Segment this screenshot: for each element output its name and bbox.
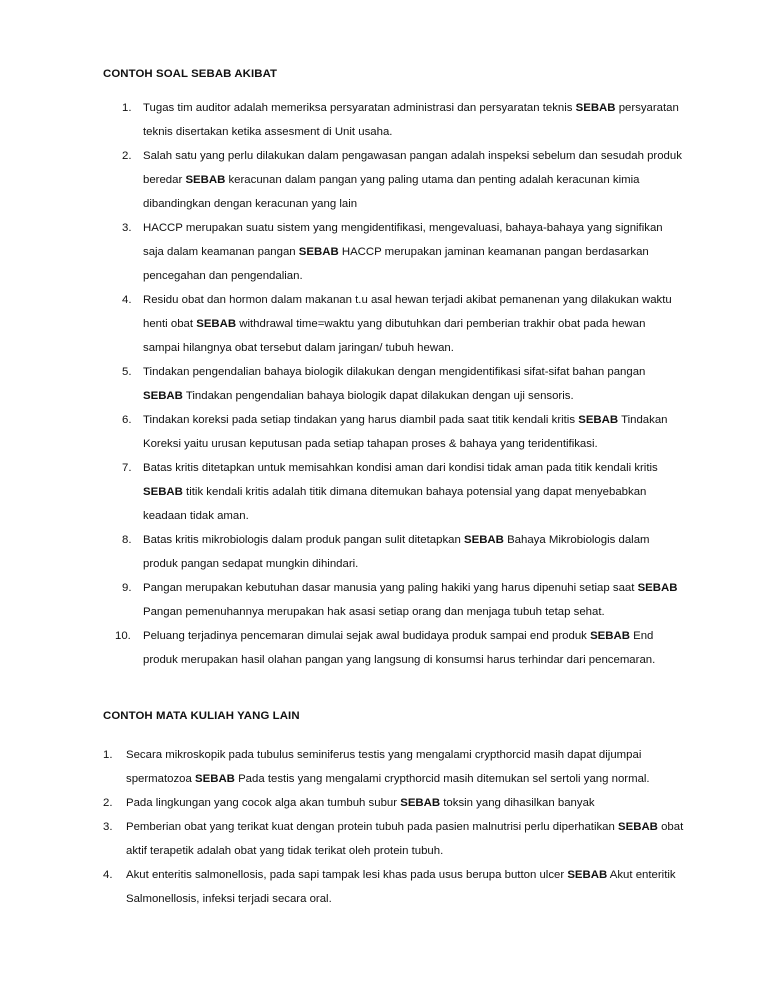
question-reason: withdrawal time=waktu yang dibutuhkan dari pemberian trakhir obat pada hewan sampai hilangnya obat tersebut dalam jaringan/ tubuh hewan. [143,318,646,354]
item-number: 3. [122,222,132,234]
item-number: 2. [103,797,113,809]
sebab-keyword: SEBAB [618,821,658,833]
question-reason: Pangan pemenuhannya merupakan hak asasi setiap orang dan menjaga tubuh tetap sehat. [143,606,605,618]
item-number: 4. [122,294,132,306]
item-number: 7. [122,462,132,474]
question-reason: keracunan dalam pangan yang paling utama dan penting adalah keracunan kimia dibandingkan dengan keracunan yang lain [143,174,640,210]
question-item [103,408,683,456]
question-statement: Tindakan koreksi pada setiap tindakan yang harus diambil pada saat titik kendali kritis [143,414,576,426]
question-item [103,791,693,815]
question-item [103,456,683,528]
question-reason: HACCP merupakan jaminan keamanan pangan berdasarkan pencegahan dan pengendalian. [143,246,649,282]
question-list-mata-kuliah [103,743,693,911]
sebab-keyword: SEBAB [590,630,630,642]
section-title-mata-kuliah: CONTOH MATA KULIAH YANG LAIN [103,710,300,722]
question-item [103,624,683,672]
sebab-keyword: SEBAB [185,174,226,186]
question-statement: Pada lingkungan yang cocok alga akan tumbuh subur [126,797,398,809]
question-item [103,216,683,288]
question-reason: Bahaya Mikrobiologis dalam produk pangan sedapat mungkin dihindari. [143,534,650,570]
sebab-keyword: SEBAB [400,797,441,809]
sebab-keyword: SEBAB [143,390,183,402]
question-reason: Tindakan Koreksi yaitu urusan keputusan pada setiap tahapan proses & bahaya yang teridentifikasi. [143,414,668,450]
sebab-keyword: SEBAB [196,318,237,330]
question-statement: Pangan merupakan kebutuhan dasar manusia yang paling hakiki yang harus dipenuhi setiap saat [143,582,635,594]
sebab-keyword: SEBAB [575,102,616,114]
question-statement: Batas kritis ditetapkan untuk memisahkan kondisi aman dari kondisi tidak aman pada titik kendali kritis [143,462,658,474]
question-item [103,815,693,863]
item-number: 4. [103,869,113,881]
question-statement: Peluang terjadinya pencemaran dimulai sejak awal budidaya produk sampai end produk [143,630,587,642]
sebab-keyword: SEBAB [637,582,678,594]
item-number: 9. [122,582,132,594]
question-item [103,360,683,408]
question-statement: Batas kritis mikrobiologis dalam produk pangan sulit ditetapkan [143,534,461,546]
item-number: 2. [122,150,132,162]
question-item [103,576,683,624]
sebab-keyword: SEBAB [298,246,339,258]
question-item [103,96,683,144]
item-number: 1. [103,749,113,761]
item-number: 6. [122,414,132,426]
section-title-sebab-akibat: CONTOH SOAL SEBAB AKIBAT [103,68,278,80]
question-reason: Akut enteritik Salmonellosis, infeksi terjadi secara oral. [126,869,676,905]
question-reason: obat aktif terapetik adalah obat yang tidak terikat oleh protein tubuh. [126,821,684,857]
sebab-keyword: SEBAB [567,869,608,881]
item-number: 10. [115,630,131,642]
item-number: 1. [122,102,132,114]
sebab-keyword: SEBAB [195,773,235,785]
question-statement: Salah satu yang perlu dilakukan dalam pengawasan pangan adalah inspeksi sebelum dan sesudah produk beredar [143,150,682,186]
sebab-keyword: SEBAB [578,414,619,426]
sebab-keyword: SEBAB [464,534,504,546]
item-number: 5. [122,366,132,378]
question-statement: Akut enteritis salmonellosis, pada sapi tampak lesi khas pada usus berupa button ulcer [126,869,565,881]
question-statement: Tindakan pengendalian bahaya biologik dilakukan dengan mengidentifikasi sifat-sifat bahan pangan [143,366,646,378]
question-item [103,144,683,216]
question-list-sebab-akibat [103,96,683,672]
question-item [103,743,693,791]
question-item [103,288,683,360]
question-statement: Secara mikroskopik pada tubulus seminiferus testis yang mengalami crypthorcid masih dapat dijumpai spermatozoa [126,749,642,785]
question-reason: toksin yang dihasilkan banyak [443,797,595,809]
item-number: 3. [103,821,113,833]
question-statement: Tugas tim auditor adalah memeriksa persyaratan administrasi dan persyaratan teknis [143,102,573,114]
question-statement: Pemberian obat yang terikat kuat dengan protein tubuh pada pasien malnutrisi perlu diperhatikan [126,821,615,833]
sebab-keyword: SEBAB [143,486,183,498]
question-item [103,863,693,911]
question-statement: HACCP merupakan suatu sistem yang mengidentifikasi, mengevaluasi, bahaya-bahaya yang signifikan saja dalam keamanan pangan [143,222,663,258]
question-reason: End produk merupakan hasil olahan pangan yang langsung di konsumsi harus terhindar dari pencemaran. [143,630,656,666]
question-reason: Tindakan pengendalian bahaya biologik dapat dilakukan dengan uji sensoris. [185,390,574,402]
item-number: 8. [122,534,132,546]
question-item [103,528,683,576]
question-reason: persyaratan teknis disertakan ketika assesment di Unit usaha. [143,102,679,138]
question-statement: Residu obat dan hormon dalam makanan t.u asal hewan terjadi akibat pemanenan yang dilakukan waktu henti obat [143,294,672,330]
question-reason: Pada testis yang mengalami crypthorcid masih ditemukan sel sertoli yang normal. [238,773,650,785]
question-reason: titik kendali kritis adalah titik dimana ditemukan bahaya potensial yang dapat menyebabkan keadaan tidak aman. [143,486,647,522]
